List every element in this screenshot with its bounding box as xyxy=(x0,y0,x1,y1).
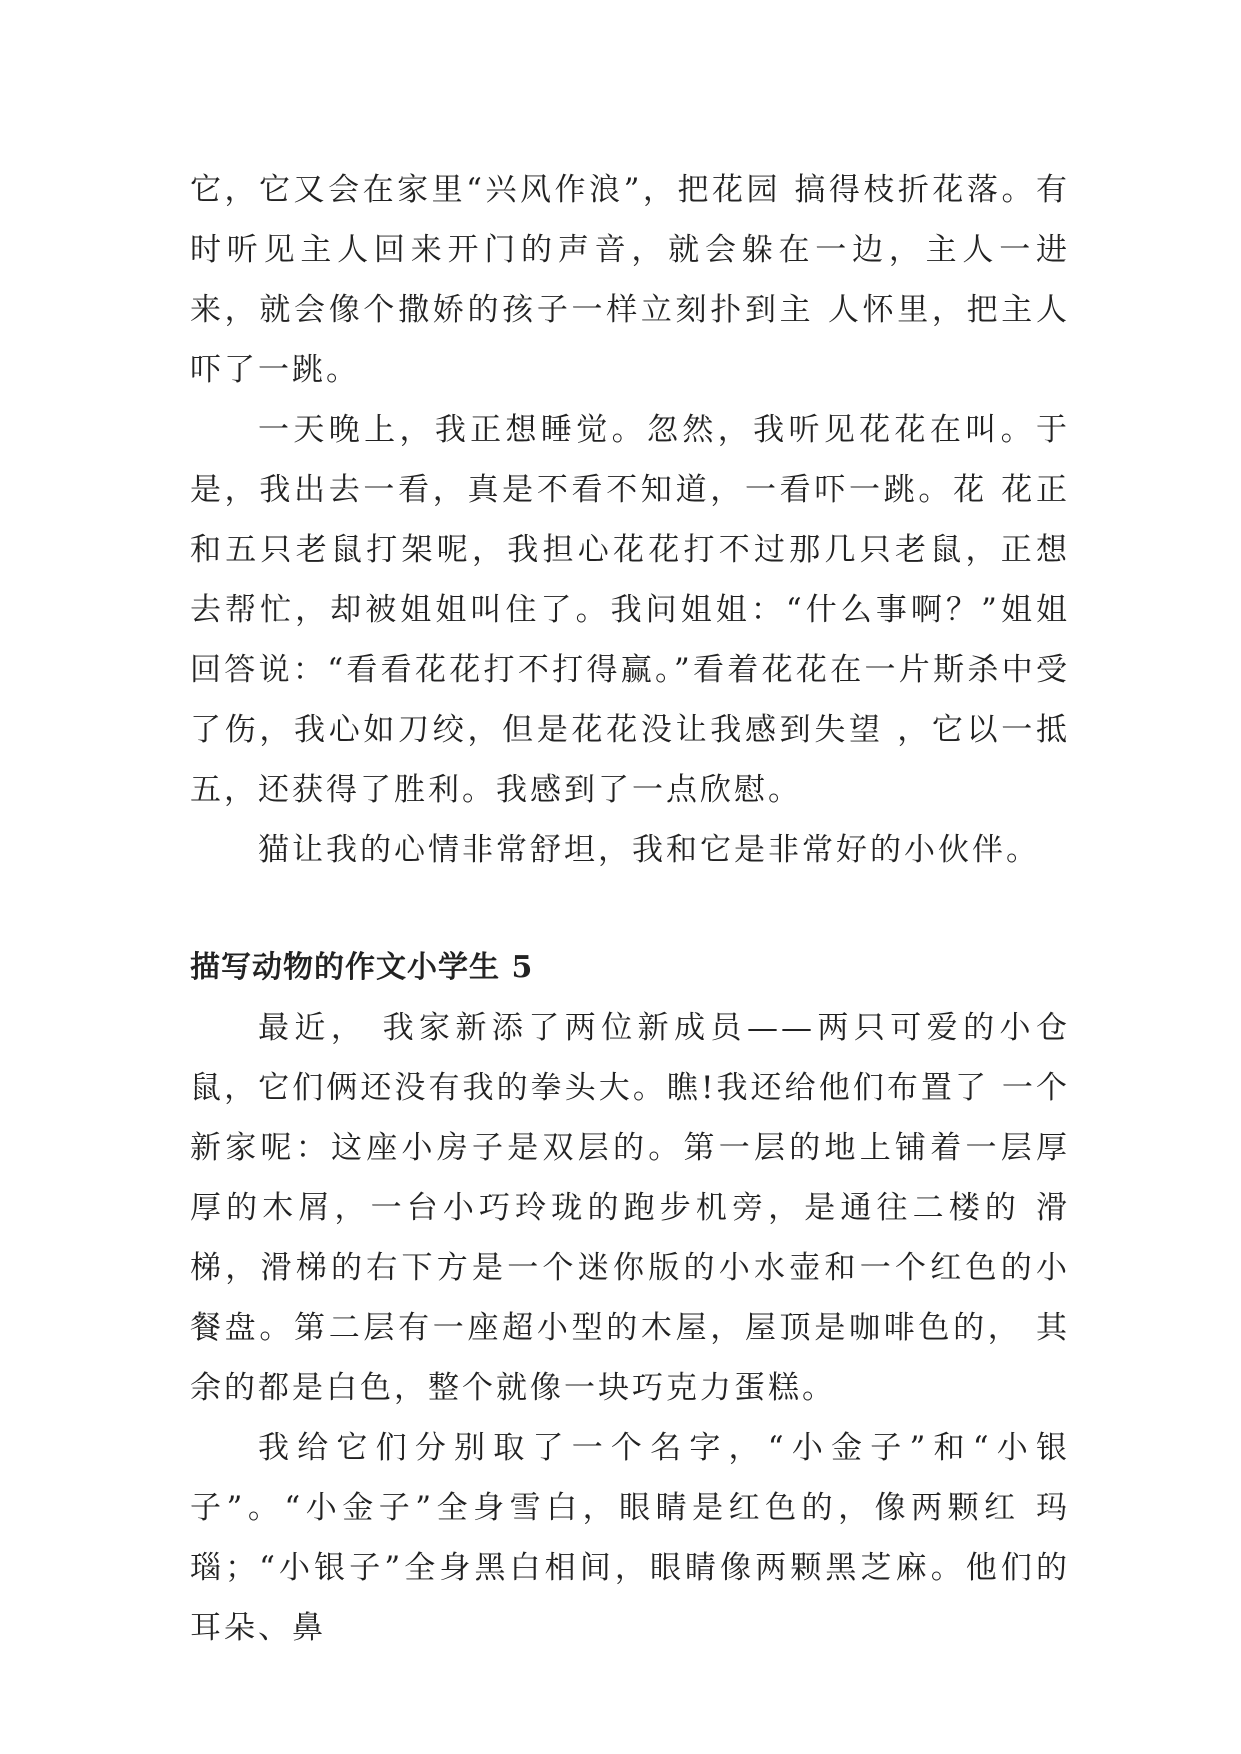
section-title: 描写动物的作文小学生 5 xyxy=(190,950,534,985)
paragraph-5: 我给它们分别取了一个名字，“小金子”和“小银子”。“小金子”全身雪白，眼睛是红色的，像两颗红 玛瑙；“小银子”全身黑白相间，眼睛像两颗黑芝麻。他们的耳朵、鼻 xyxy=(190,1430,1070,1646)
section-gap xyxy=(190,880,1070,938)
paragraph-4: 最近， 我家新添了两位新成员——两只可爱的小仓鼠，它们俩还没有我的拳头大。瞧!我还给他们布置了 一个新家呢：这座小房子是双层的。第一层的地上铺着一层厚厚的木屑，一台小巧玲珑的跑步机旁，是通往二楼的 滑梯，滑梯的右下方是一个迷你版的小水壶和一个红色的小餐盘。第二层有一座超小型的木屋，屋顶是咖啡色的， 其余的都是白色，整个就像一块巧克力蛋糕。 xyxy=(190,1010,1070,1406)
paragraph-3: 猫让我的心情非常舒坦，我和它是非常好的小伙伴。 xyxy=(258,832,1040,868)
paragraph-2: 一天晚上，我正想睡觉。忽然，我听见花花在叫。于是，我出去一看，真是不看不知道，一看吓一跳。花 花正和五只老鼠打架呢，我担心花花打不过那几只老鼠，正想去帮忙，却被姐姐叫住了。我问姐姐：“什么事啊？”姐姐回答说：“看看花花打不打得赢。”看着花花在一片斯杀中受了伤，我心如刀绞，但是花花没让我感到失望 ，它以一抵五，还获得了胜利。我感到了一点欣慰。 xyxy=(190,412,1070,808)
paragraph-1: 它，它又会在家里“兴风作浪”，把花园 搞得枝折花落。有时听见主人回来开门的声音，就会躲在一边，主人一进来，就会像个撒娇的孩子一样立刻扑到主 人怀里，把主人吓了一跳。 xyxy=(190,172,1070,388)
document-page xyxy=(190,160,1070,1658)
